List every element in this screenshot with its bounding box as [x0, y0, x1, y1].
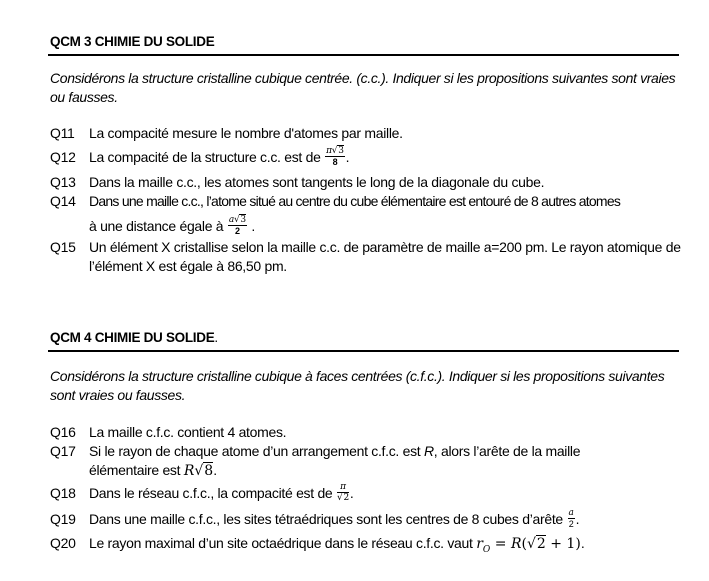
qcm3-title: QCM 3 CHIMIE DU SOLIDE [50, 34, 215, 49]
fraction-numerator: π [337, 482, 349, 493]
variable-r: r [476, 536, 483, 552]
question-q14 [50, 192, 690, 238]
radicand: 8 [204, 463, 214, 479]
formula-r0 [476, 536, 581, 555]
qcm4-title-suffix: . [214, 330, 218, 345]
question-number: Q15 [50, 239, 76, 255]
question-body [89, 510, 690, 531]
formula-r-sqrt8 [184, 463, 213, 479]
question-number: Q18 [50, 485, 76, 501]
fraction-denominator: 2 [235, 226, 240, 236]
question-number: Q14 [50, 193, 76, 209]
question-text-line1: Dans une maille c.c., l’atome situé au centre du cube élémentaire est entouré de 8 autres atomes [89, 193, 621, 209]
question-text: Un élément X cristallise selon la maille c.c. de paramètre de maille a=200 pm. Le rayon atomique de l’élément X est égale à 86,50 pm. [89, 239, 681, 274]
variable-r: R [183, 463, 195, 479]
pi-symbol: π [326, 146, 332, 156]
punctuation: . [213, 462, 217, 478]
question-body [89, 534, 690, 560]
question-q18 [50, 484, 690, 505]
question-text: La maille c.f.c. contient 4 atomes. [89, 424, 287, 440]
fraction-denominator: 8 [332, 157, 338, 167]
question-body [89, 148, 690, 169]
qcm3-intro: Considérons la structure cristalline cubique centrée. (c.c.). Indiquer si les propositions suivantes sont vraies ou fausses. [50, 70, 676, 105]
fraction-a-sqrt3-over-2 [228, 215, 247, 236]
punctuation: . [575, 511, 580, 528]
sqrt: √2 [526, 536, 546, 552]
paren-open: ( [521, 536, 527, 552]
question-text: La compacité de la structure c.c. est de [89, 149, 321, 166]
radicand: 3 [338, 146, 344, 156]
qcm4-title [50, 330, 218, 345]
sqrt: √2 [337, 493, 349, 503]
question-q16 [50, 423, 690, 442]
qcm4-intro: Considérons la structure cristalline cubique à faces centrées (c.f.c.). Indiquer si les propositions suivantes sont vraies ou fausses. [50, 368, 665, 403]
question-number: Q16 [50, 424, 76, 440]
qcm4-title-text: QCM 4 CHIMIE DU SOLIDE [50, 330, 215, 345]
question-q15 [50, 238, 690, 276]
sqrt: √3 [233, 215, 246, 225]
question-q19 [50, 510, 690, 531]
question-number: Q19 [50, 511, 76, 527]
variable-r: R [423, 443, 434, 459]
question-body [89, 484, 690, 505]
question-text: Dans le réseau c.f.c., la compacité est de [89, 485, 333, 502]
question-number: Q20 [50, 535, 76, 551]
equals-sign: = [490, 536, 511, 552]
radicand: 2 [536, 536, 546, 552]
question-q11 [50, 124, 690, 143]
radicand: 3 [240, 215, 246, 225]
question-text-line2-text: élémentaire est [89, 462, 184, 478]
question-q13 [50, 173, 690, 192]
paren-close: ) [575, 536, 581, 552]
fraction-numerator [228, 215, 247, 226]
question-body-line2 [89, 217, 690, 238]
fraction-numerator: a [568, 508, 574, 518]
question-text-line2: à une distance égale à [89, 218, 224, 235]
question-number: Q17 [50, 443, 76, 459]
question-q17 [50, 442, 690, 481]
punctuation: . [345, 149, 350, 166]
sqrt: √3 [331, 146, 344, 156]
question-text-a: Si le rayon de chaque atome d’un arrangement c.f.c. est [89, 443, 424, 459]
qcm4-divider [48, 350, 679, 352]
radicand: 2 [343, 493, 349, 503]
question-number: Q11 [50, 125, 75, 141]
punctuation: . [349, 485, 354, 502]
fraction-pi-over-sqrt2 [337, 482, 349, 503]
question-text-b: , alors l’arête de la maille [433, 443, 581, 459]
qcm3-divider [48, 54, 679, 56]
punctuation: . [580, 535, 585, 551]
subscript-o: O [482, 544, 491, 555]
fraction-denominator: 2 [568, 519, 574, 529]
fraction-denominator [337, 493, 349, 503]
question-text: Dans la maille c.c., les atomes sont tangents le long de la diagonale du cube. [89, 174, 545, 190]
question-number: Q13 [50, 174, 76, 190]
variable-R: R [510, 536, 522, 552]
variable-a: a [228, 215, 234, 225]
punctuation: . [247, 218, 256, 235]
fraction-a-over-2 [568, 508, 575, 529]
fraction-numerator [325, 146, 345, 157]
question-text: Dans une maille c.f.c., les sites tétraédriques sont les centres de 8 cubes d’arête [89, 511, 563, 528]
plus-one: + 1 [545, 536, 576, 552]
question-q20 [50, 534, 690, 560]
fraction-pi-sqrt3-over-8 [325, 146, 345, 167]
sqrt: √8 [194, 463, 214, 479]
question-number: Q12 [50, 149, 76, 165]
question-text-line1 [89, 442, 690, 461]
question-text: Le rayon maximal d’un site octaédrique dans le réseau c.f.c. vaut [89, 535, 477, 551]
question-text: La compacité mesure le nombre d'atomes par maille. [89, 125, 403, 141]
question-q12 [50, 148, 690, 169]
question-text-line2 [89, 461, 690, 481]
